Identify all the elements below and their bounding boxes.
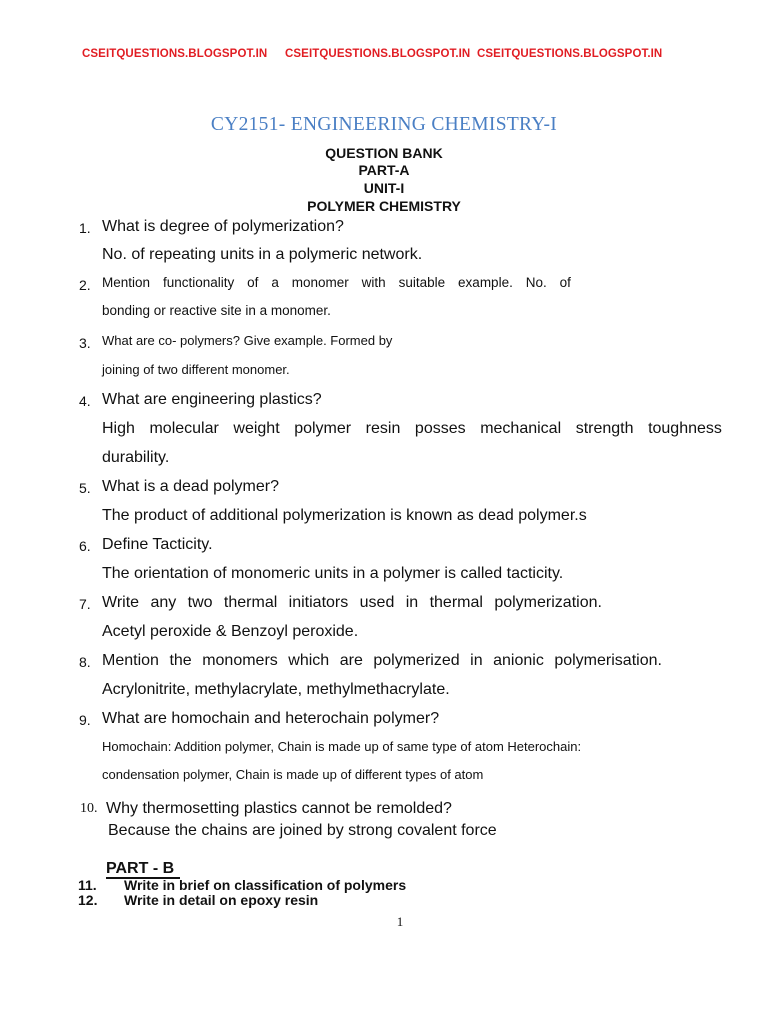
question-text-part: the (169, 652, 192, 669)
question-number: 3. (79, 335, 91, 351)
question-text-part: thermal (223, 594, 278, 611)
question-text-part: any (150, 594, 177, 611)
question-text-part: No. (525, 275, 547, 290)
question-number: 7. (79, 596, 91, 612)
answer-text: Because the chains are joined by strong covalent force (108, 822, 497, 839)
answer-text: bonding or reactive site in a monomer. (102, 303, 331, 318)
answer-text-part: polymer (294, 420, 352, 437)
part-b-heading-text: PART - B (106, 860, 175, 877)
question-number: 1. (79, 220, 91, 236)
subtitle-topic: POLYMER CHEMISTRY (307, 198, 461, 214)
question-number: 5. (79, 480, 91, 496)
answer-text: Homochain: Addition polymer, Chain is made up of same type of atom Heterochain: (102, 739, 582, 754)
question-text-part: suitable (398, 275, 446, 290)
header-link-1[interactable]: CSEITQUESTIONS.BLOGSPOT.IN (82, 48, 268, 60)
question-text-part: anionic (493, 652, 544, 669)
question-text (102, 652, 662, 670)
answer-text-part: molecular (149, 420, 219, 437)
question-text: Define Tacticity. (102, 536, 213, 553)
document-title: CY2151- ENGINEERING CHEMISTRY-I (210, 114, 558, 135)
question-text-part: example. (458, 275, 513, 290)
question-text-part: in (405, 594, 419, 611)
question-text: What are homochain and heterochain polymer? (102, 710, 440, 727)
question-text-part: two (187, 594, 213, 611)
answer-text: The orientation of monomeric units in a polymer is called tacticity. (102, 565, 564, 582)
answer-text-part: toughness (648, 420, 722, 437)
question-number: 11. (78, 877, 97, 893)
answer-text: Acetyl peroxide & Benzoyl peroxide. (102, 623, 359, 640)
question-text: What are engineering plastics? (102, 391, 322, 408)
answer-text-part: weight (233, 420, 280, 437)
question-text-part: are (339, 652, 363, 669)
header-link-3[interactable]: CSEITQUESTIONS.BLOGSPOT.IN (477, 48, 663, 60)
answer-text-part: mechanical (480, 420, 562, 437)
header-link-2[interactable]: CSEITQUESTIONS.BLOGSPOT.IN (285, 48, 471, 60)
question-text-part: Write (102, 594, 140, 611)
question-text-part: a (271, 275, 279, 290)
question-text-part: of (559, 275, 571, 290)
answer-text: joining of two different monomer. (102, 362, 290, 377)
question-text: What is a dead polymer? (102, 478, 279, 495)
question-number: 2. (79, 277, 91, 293)
question-text-part: of (247, 275, 259, 290)
question-text-part: in (470, 652, 483, 669)
question-text-part: polymerisation. (554, 652, 662, 669)
question-text-part: Mention (102, 275, 151, 290)
answer-text: condensation polymer, Chain is made up of different types of atom (102, 767, 484, 782)
question-number: 6. (79, 538, 91, 554)
question-number: 4. (79, 393, 91, 409)
question-text-part: initiators (288, 594, 349, 611)
question-text-part: which (288, 652, 330, 669)
subtitle-unit: UNIT-I (363, 180, 405, 196)
question-number: 12. (78, 892, 98, 908)
question-text (102, 594, 602, 612)
question-text: What is degree of polymerization? (102, 218, 344, 235)
question-text (102, 275, 571, 290)
question-text-part: used (359, 594, 395, 611)
subtitle-part-a: PART-A (358, 162, 410, 178)
answer-text-part: strength (575, 420, 634, 437)
answer-text: durability. (102, 449, 170, 466)
question-text-part: Mention (102, 652, 159, 669)
question-text-part: thermal (429, 594, 483, 611)
question-text-part: functionality (162, 275, 235, 290)
answer-text: Acrylonitrite, methylacrylate, methylmethacrylate. (102, 681, 450, 698)
question-text: Why thermosetting plastics cannot be remolded? (106, 800, 452, 817)
part-b-heading (106, 860, 180, 879)
question-text-part: polymerized (373, 652, 460, 669)
page-number: 1 (396, 914, 404, 929)
question-text-part: monomer (291, 275, 349, 290)
question-number: 8. (79, 654, 91, 670)
answer-text (102, 420, 722, 438)
answer-text: The product of additional polymerization is known as dead polymer.s (102, 507, 587, 524)
question-text: What are co- polymers? Give example. Formed by (102, 333, 393, 348)
question-text-part: polymerization. (494, 594, 602, 611)
question-number: 9. (79, 712, 91, 728)
question-text: Write in brief on classification of polymers (124, 877, 407, 893)
answer-text-part: High (102, 420, 135, 437)
question-number: 10. (80, 801, 98, 816)
answer-text: No. of repeating units in a polymeric network. (102, 246, 423, 263)
question-text: Write in detail on epoxy resin (124, 892, 319, 908)
question-text-part: monomers (202, 652, 278, 669)
subtitle-question-bank: QUESTION BANK (325, 145, 443, 161)
answer-text-part: posses (414, 420, 466, 437)
question-text-part: with (361, 275, 386, 290)
answer-text-part: resin (365, 420, 401, 437)
